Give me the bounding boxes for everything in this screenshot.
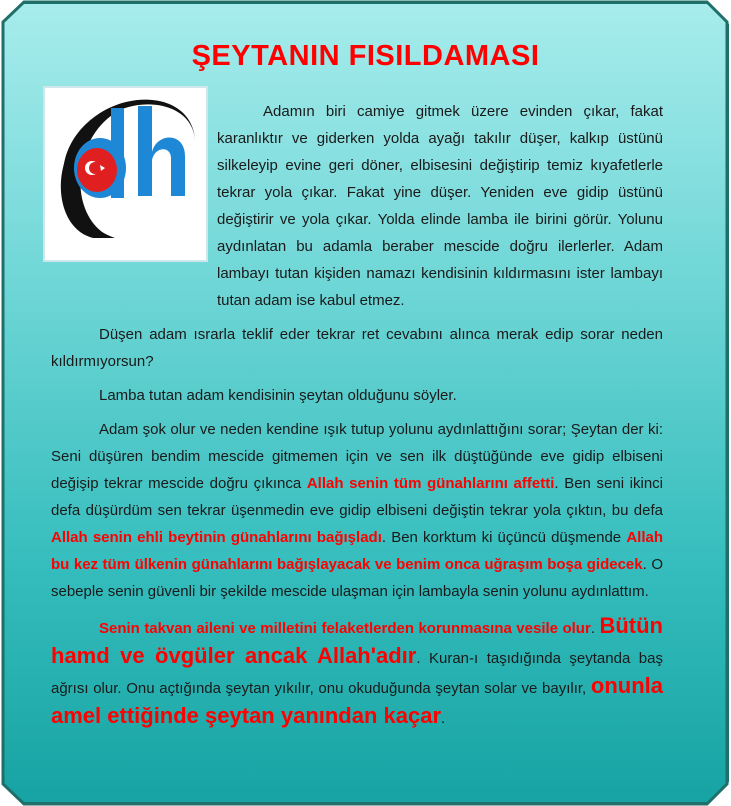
p4-highlight-3: Allah bu kez tüm ülkenin günahlarını bağışlayacak ve benim onca uğraşım boşa gidecek (51, 529, 663, 573)
p4-text-e: . Ben korktum ki üçüncü düşmende (381, 529, 627, 546)
p4-highlight-2: Allah senin ehli beytinin günahlarını bağışladı (51, 529, 382, 546)
paragraph-1-text: Adamın biri camiye gitmek üzere evinden çıkar, fakat karanlıktır ve giderken yolda ayağı takılır düşer, kalkıp üstünü silkeleyip evine geri döner, elbisesini değiştirip temiz kıyafetlerle tekrar yola çıkar. Fakat yine düşer. Yeniden eve gidip üstünü değiştirir ve yola çıkar. Yolda elinde lamba ile birini görür. Yolunu aydınlatan bu adamla beraber mescide doğru ilerlerler. Adam lambayı tutan kişiden namazı kendisinin kıldırmasını ister lambayı tutan adam ise kabul etmez. (217, 103, 663, 309)
p4-highlight-1: Allah senin tüm günahlarını affetti (306, 475, 555, 492)
page-title: ŞEYTANIN FISILDAMASI (191, 40, 540, 72)
paragraph-3: Lamba tutan adam kendisinin şeytan olduğunu söyler. (99, 387, 457, 404)
p4-text-c: . Ben seni ikinci defa düşürdüm sen tekrar üşenmedin eve gidip elbiseni değiştin tekrar yola çıktın, bu defa (51, 475, 664, 519)
logo-spacer (51, 98, 217, 290)
story-text (51, 98, 663, 739)
p5-highlight-1: Senin takvan aileni ve milletini felaketlerden korunmasına vesile olur (99, 620, 591, 637)
p5-big-highlight-1: Bütün hamd ve övgüler ancak Allah'adır (51, 613, 663, 668)
paragraph-2: Düşen adam ısrarla teklif eder tekrar ret cevabını alınca merak edip sorar neden kıldırmıyorsun? (51, 326, 663, 370)
paragraph-5 (51, 612, 663, 732)
p4-text-g: . O sebeple senin güvenli bir şekilde mescide ulaşman için lambayla senin yolunu aydınlattım. (51, 556, 663, 600)
paragraph-4 (51, 416, 663, 605)
p5-text-d: . Kuran-ı taşıdığında şeytanda baş ağrısı olur. Onu açtığında şeytan yıkılır, onu okuduğunda şeytan solar ve bayılır, (51, 650, 663, 697)
p5-big-highlight-2: onunla amel ettiğinde şeytan yanından kaçar (51, 673, 663, 728)
p5-text-f: . (441, 710, 446, 727)
p5-text-b: . (590, 620, 600, 637)
p4-text-a: Adam şok olur ve neden kendine ışık tutup yolunu aydınlattığını sorar; Şeytan der ki: Seni düşüren bendim mescide gitmemen için ve sen ilk düştüğünde eve gidip elbiseni değişip tekrar mescide doğru çıkınca (51, 421, 663, 492)
